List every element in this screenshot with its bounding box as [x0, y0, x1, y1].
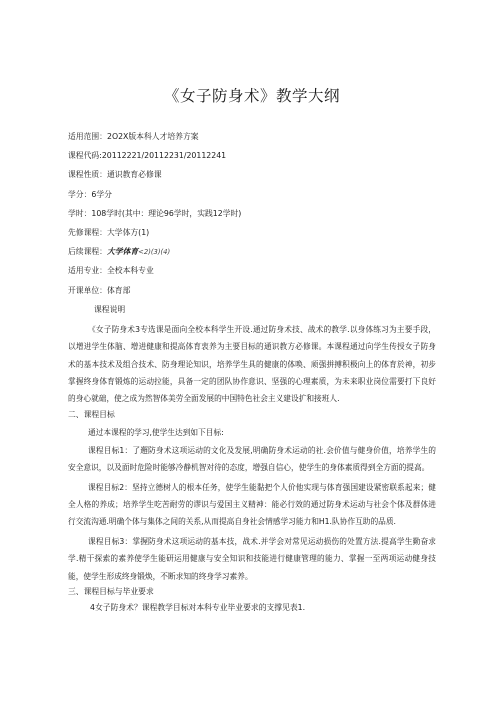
meta-followup-label: 后续课程： — [68, 247, 107, 257]
meta-unit — [68, 286, 436, 296]
goal-3-paragraph: 课程目标3：掌握防身术这项运动的基本技，战术.并学会对常见运动损伤的处置方法.提高学生勤奋求学.精干探索的素养使学生能研运用健康与安全知识和技能进行健康管理的能力、掌握一至两项运动健身技能，使学生形成终身锻焕，不断求知的终身学习素养。 — [68, 536, 436, 581]
meta-code-label: 课程代码: — [68, 151, 102, 161]
meta-code-value: 20112221/20112231/20112241 — [101, 151, 227, 161]
section-2-heading: 二、课程目标 — [68, 409, 115, 419]
meta-prereq — [68, 228, 436, 238]
meta-followup — [68, 247, 436, 257]
goal-2-paragraph: 课程目标2：坚持立德树人的根本任务，使学生能黏把个人价他实现与体育强国建设紧密联系起来；健全人格的养成；培养学生吃苦耐劳的谬识与爱国主义精神：能必行效的通过防身术运动与社会个体及群体进行交流沟通.明确个体与集体之间的关系,从而提高自身社会情感学习能力和H1.队协作互助的品质. — [68, 482, 436, 527]
course-desc-paragraph: 《女子防身术3专选课是面向全校本科学生开设.通过防身术技、战术的教学.以身体练习为主要手段，以增进学生体脑、增进健康和提高体育衷养为主要目标的通识教方必修课。本课程通过向学生传授女子防身术的基本技术及组合技术、防身理论知识，培养学生具的健康的体唤、顽强拼搏积极向上的体育於神，初步掌握终身体育锻炼的运动拉能，具备一定的团队协作意识、坚强的心理素质，为未来职业岗位需要打下良好的身心就础，使之成为然智体美劳全面发展的中国特色社会主义建设扩和接班人. — [68, 324, 436, 404]
meta-unit-label: 开课单位： — [68, 285, 107, 295]
goals-intro: 通过本课程的学习,使学生达到如下目标: — [88, 427, 224, 437]
meta-code — [68, 151, 436, 161]
meta-credits-label: 学分： — [68, 189, 92, 199]
meta-scope-label: 适用范围： — [68, 132, 107, 141]
section-3-heading: 三、课程目标与毕业要求 — [68, 586, 154, 596]
page-title: 《女子防身术》教学大纲 — [163, 87, 340, 105]
meta-unit-value: 体育部 — [106, 285, 131, 295]
meta-hours — [68, 209, 436, 219]
meta-prereq-label: 先修课程： — [68, 227, 107, 237]
meta-scope — [68, 132, 436, 142]
meta-prereq-value: 大学体方(1) — [106, 227, 150, 237]
goal-1-paragraph: 课程目标1：了邂防身术这项运动的文化及发展,明确防身术运动的社.会价值与健身价值，培养学生的安全意识，以及面时危险时能够冷静机智对待的态度，增强自信心，使学生的身体素质得到全方面的提高。 — [68, 445, 436, 473]
meta-followup-suffix: <2)(3)(4) — [138, 248, 171, 257]
meta-nature — [68, 170, 436, 180]
meta-hours-value: 108学时(其中：理论96学时，实践12学时) — [91, 208, 242, 218]
meta-scope-value: 2O2X版本科人才培养方案 — [106, 132, 199, 141]
meta-majors-label: 适用专业： — [68, 266, 107, 276]
meta-followup-value: 大学体育 — [106, 247, 139, 257]
course-desc-heading: 课程说明 — [94, 304, 126, 314]
meta-nature-label: 课程性质： — [68, 170, 107, 180]
meta-credits — [68, 190, 436, 200]
meta-majors — [68, 266, 436, 276]
meta-nature-value: 通识教育必修课 — [106, 170, 162, 180]
meta-majors-value: 全校本科专业 — [106, 266, 154, 276]
meta-credits-value: 6学分 — [91, 189, 112, 199]
support-table-reference: 4女子防身术？课程教学目标对本科专业毕业要求的支撑见表1. — [90, 602, 306, 612]
meta-hours-label: 学时： — [68, 208, 92, 218]
